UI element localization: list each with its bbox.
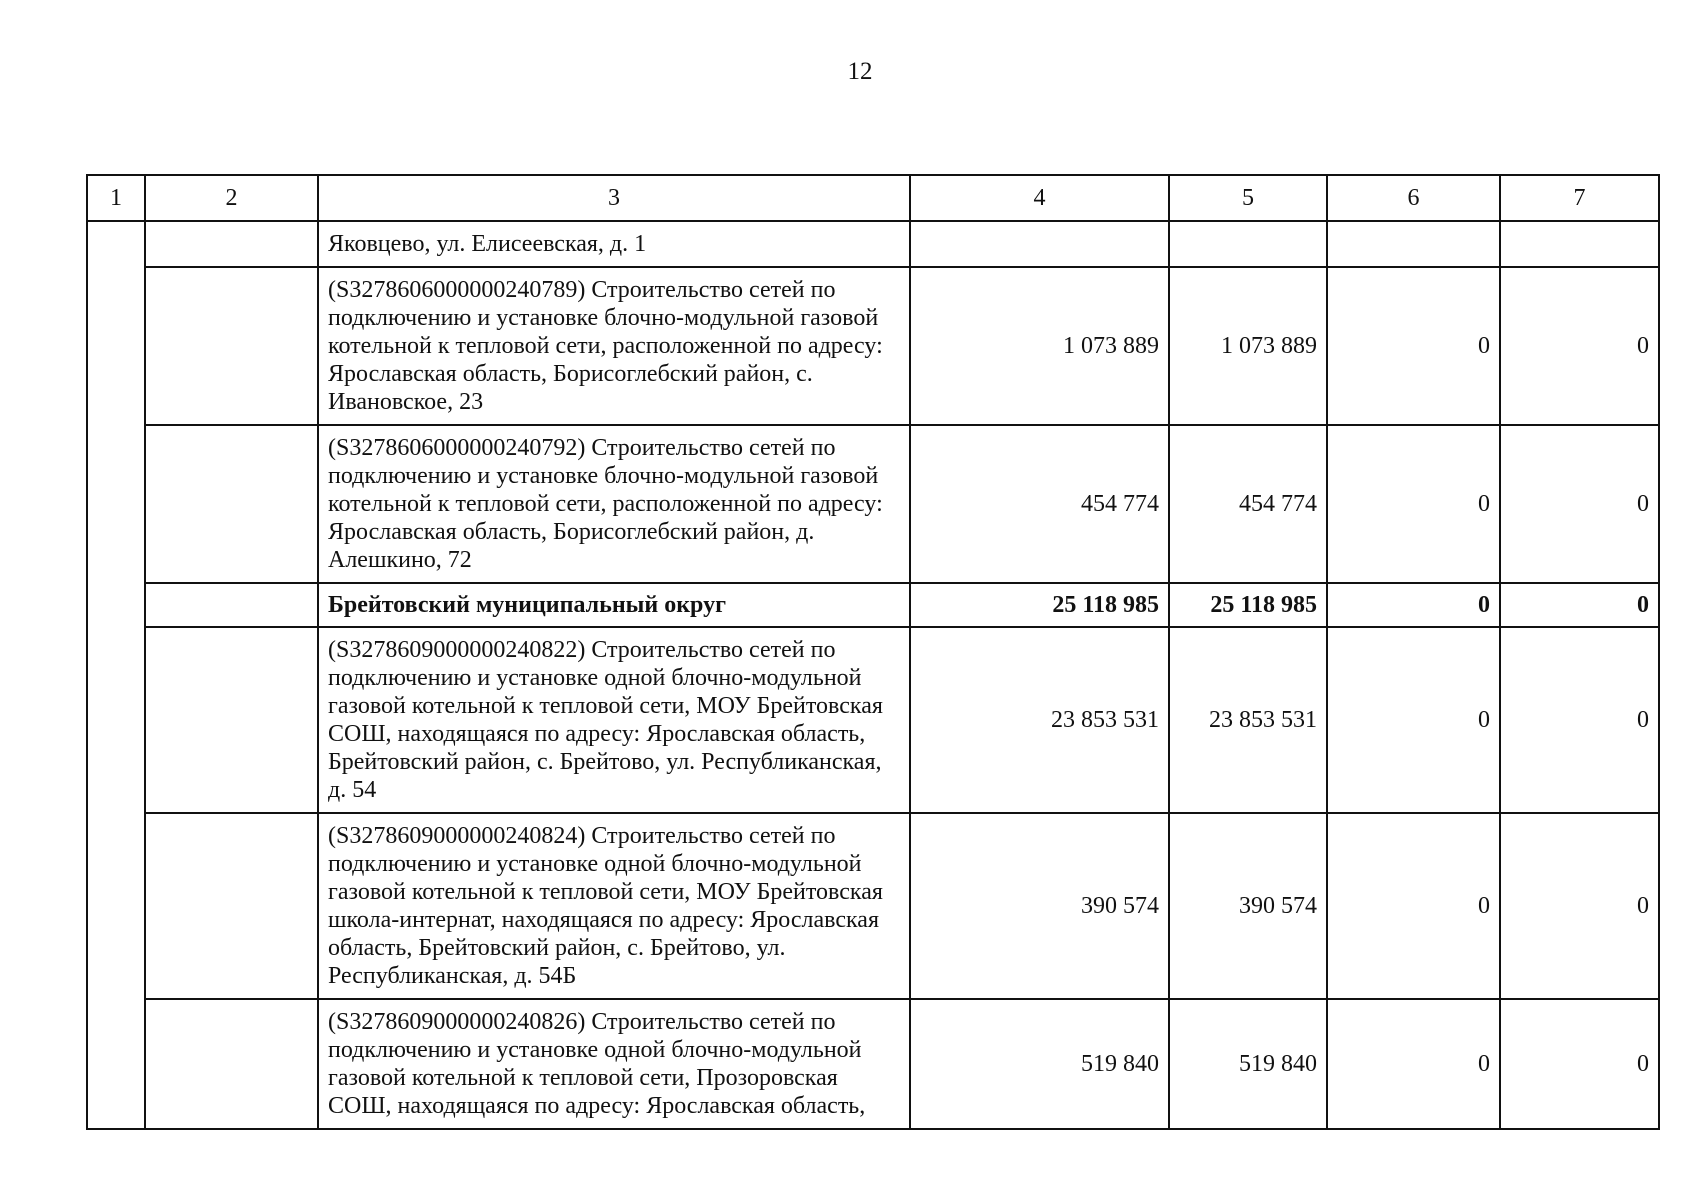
table-header-row [87,175,1659,221]
budget-table [86,174,1660,1130]
amount-cell: 23 853 531 [910,627,1169,813]
amount-cell [1500,221,1659,267]
amount-cell: 0 [1500,999,1659,1129]
header-cell: 3 [318,175,910,221]
amount-cell: 519 840 [1169,999,1327,1129]
amount-cell: 519 840 [910,999,1169,1129]
description-cell: (S3278609000000240826) Строительство сетей по подключению и установке одной блочно-модульной газовой котельной к тепловой сети, Прозоровская СОШ, находящаяся по адресу: Ярославская область, [318,999,910,1129]
amount-cell: 0 [1500,627,1659,813]
amount-cell: 454 774 [1169,425,1327,583]
code-cell [145,221,318,267]
header-cell: 7 [1500,175,1659,221]
code-cell [145,999,318,1129]
table-row [87,425,1659,583]
amount-cell: 454 774 [910,425,1169,583]
municipality-title: Брейтовский муниципальный округ [318,583,910,627]
amount-cell: 1 073 889 [910,267,1169,425]
amount-cell: 0 [1500,425,1659,583]
amount-cell [1169,221,1327,267]
header-cell: 6 [1327,175,1500,221]
table-row [87,999,1659,1129]
header-cell: 2 [145,175,318,221]
header-cell: 1 [87,175,145,221]
amount-cell: 0 [1500,583,1659,627]
column-1-merged-cell [87,221,145,1129]
code-cell [145,425,318,583]
amount-cell: 390 574 [910,813,1169,999]
amount-cell: 25 118 985 [910,583,1169,627]
table-row [87,221,1659,267]
description-cell: Яковцево, ул. Елисеевская, д. 1 [318,221,910,267]
amount-cell: 0 [1500,813,1659,999]
amount-cell: 390 574 [1169,813,1327,999]
amount-cell: 23 853 531 [1169,627,1327,813]
amount-cell: 0 [1327,267,1500,425]
code-cell [145,627,318,813]
amount-cell: 0 [1327,999,1500,1129]
header-cell: 5 [1169,175,1327,221]
table-row [87,813,1659,999]
amount-cell: 0 [1327,583,1500,627]
amount-cell: 0 [1327,813,1500,999]
description-cell: (S3278606000000240792) Строительство сетей по подключению и установке блочно-модульной газовой котельной к тепловой сети, расположенной по адресу: Ярославская область, Борисоглебский район, д. Алешкино, 72 [318,425,910,583]
amount-cell: 25 118 985 [1169,583,1327,627]
amount-cell: 1 073 889 [1169,267,1327,425]
amount-cell: 0 [1327,627,1500,813]
subtotal-row [87,583,1659,627]
amount-cell [910,221,1169,267]
amount-cell: 0 [1327,425,1500,583]
table-row [87,627,1659,813]
code-cell [145,267,318,425]
code-cell [145,583,318,627]
code-cell [145,813,318,999]
description-cell: (S3278606000000240789) Строительство сетей по подключению и установке блочно-модульной газовой котельной к тепловой сети, расположенной по адресу: Ярославская область, Борисоглебский район, с. Ивановское, 23 [318,267,910,425]
page-number: 12 [847,58,873,85]
description-cell: (S3278609000000240824) Строительство сетей по подключению и установке одной блочно-модульной газовой котельной к тепловой сети, МОУ Брейтовская школа-интернат, находящаяся по адресу: Ярославская область, Брейтовский район, с. Брейтово, ул. Республиканская, д. 54Б [318,813,910,999]
description-cell: (S3278609000000240822) Строительство сетей по подключению и установке одной блочно-модульной газовой котельной к тепловой сети, МОУ Брейтовская СОШ, находящаяся по адресу: Ярославская область, Брейтовский район, с. Брейтово, ул. Республиканская, д. 54 [318,627,910,813]
table-row [87,267,1659,425]
amount-cell: 0 [1500,267,1659,425]
header-cell: 4 [910,175,1169,221]
amount-cell [1327,221,1500,267]
